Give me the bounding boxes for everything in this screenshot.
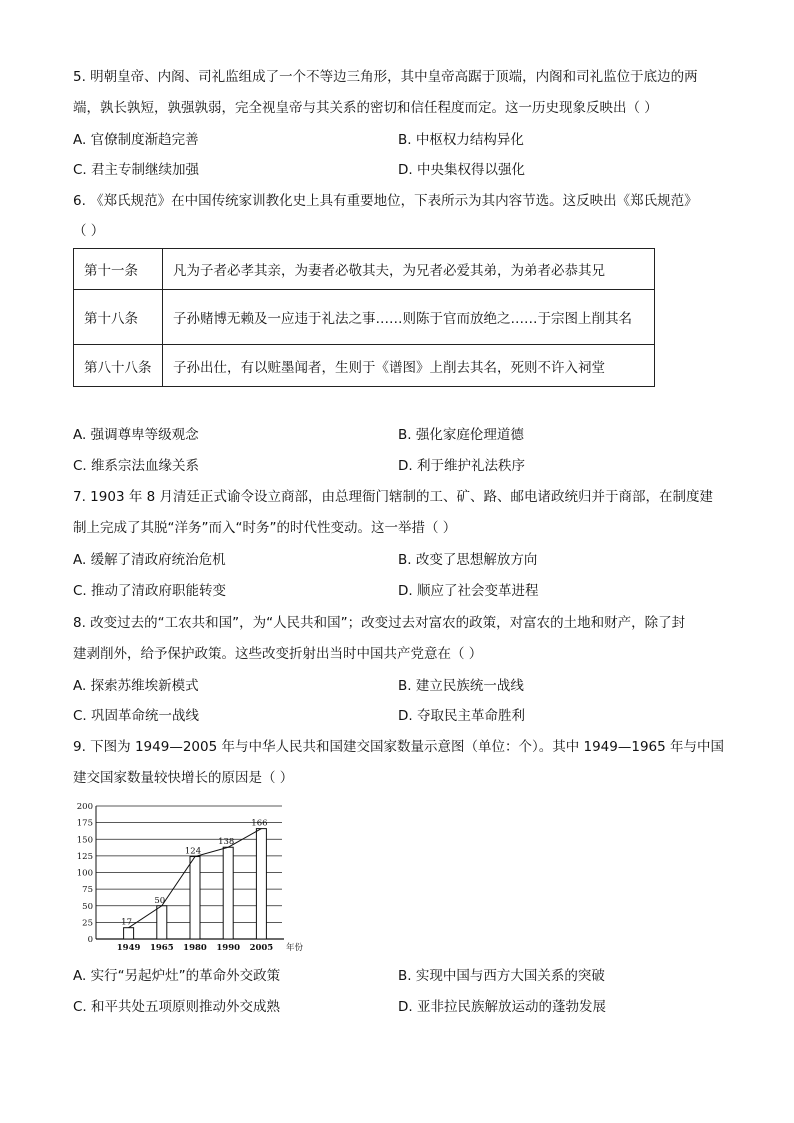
table-cell: 第十八条 <box>74 290 163 345</box>
q6-stem-line2: （ ） <box>73 223 105 239</box>
q9-option-b: B. 实现中国与西方大国关系的突破 <box>398 968 605 984</box>
q5-stem-line1: 5. 明朝皇帝、内阁、司礼监组成了一个不等边三角形，其中皇帝高踞于顶端，内阁和司礼监位于底边的两 <box>73 69 698 85</box>
bar-value-label: 138 <box>218 837 235 848</box>
bar-value-label: 50 <box>154 895 166 906</box>
q6-table <box>73 248 655 387</box>
table-cell: 凡为子者必孝其亲，为妻者必敬其夫，为兄者必爱其弟，为弟者必恭其兄 <box>163 249 655 290</box>
bar-value-label: 166 <box>251 818 268 829</box>
x-tick-label: 2005 <box>249 943 274 953</box>
q9-option-d: D. 亚非拉民族解放运动的蓬勃发展 <box>398 999 606 1015</box>
q5-option-a: A. 官僚制度渐趋完善 <box>73 132 199 148</box>
q6-option-d: D. 利于维护礼法秩序 <box>398 458 525 474</box>
bar <box>190 857 200 939</box>
diplomacy-bar-chart <box>60 798 320 958</box>
x-tick-label: 1965 <box>149 943 174 953</box>
q5-option-d: D. 中央集权得以强化 <box>398 162 525 178</box>
q8-stem-line2: 建剥削外，给予保护政策。这些改变折射出当时中国共产党意在（ ） <box>73 646 483 662</box>
q5-option-b: B. 中枢权力结构异化 <box>398 132 524 148</box>
x-tick-label: 1949 <box>116 943 141 953</box>
table-row <box>74 249 655 290</box>
bar-value-label: 17 <box>121 917 133 928</box>
q7-option-b: B. 改变了思想解放方向 <box>398 552 538 568</box>
x-axis-label: 年份 <box>286 943 304 953</box>
bar <box>223 847 233 939</box>
q9-option-c: C. 和平共处五项原则推动外交成熟 <box>73 999 281 1015</box>
y-tick-label: 125 <box>76 851 93 862</box>
q6-stem-line1: 6. 《郑氏规范》在中国传统家训教化史上具有重要地位，下表所示为其内容节选。这反映出《郑氏规范》 <box>73 193 698 209</box>
y-tick-label: 100 <box>76 868 93 879</box>
q9-option-a: A. 实行“另起炉灶”的革命外交政策 <box>73 968 281 984</box>
table-row <box>74 290 655 345</box>
y-tick-label: 25 <box>82 918 93 929</box>
y-tick-label: 75 <box>82 885 93 896</box>
q8-option-a: A. 探索苏维埃新模式 <box>73 678 199 694</box>
q8-option-b: B. 建立民族统一战线 <box>398 678 524 694</box>
q7-option-a: A. 缓解了清政府统治危机 <box>73 552 226 568</box>
x-tick-label: 1980 <box>183 943 207 953</box>
y-tick-label: 175 <box>76 818 93 829</box>
q9-stem-line2: 建交国家数量较快增长的原因是（ ） <box>73 770 294 786</box>
table-cell: 子孙出仕，有以赃墨闻者，生则于《谱图》上削去其名，死则不许入祠堂 <box>163 345 655 387</box>
q8-stem-line1: 8. 改变过去的“工农共和国”，为“人民共和国”；改变过去对富农的政策，对富农的土地和财产，除了封 <box>73 615 686 631</box>
y-tick-label: 200 <box>76 802 93 812</box>
table-row <box>74 345 655 387</box>
bar-value-label: 124 <box>184 846 202 857</box>
q6-option-a: A. 强调尊卑等级观念 <box>73 427 199 443</box>
table-cell: 第十一条 <box>74 249 163 290</box>
y-tick-label: 50 <box>82 901 93 912</box>
q5-stem-line2: 端，孰长孰短，孰强孰弱，完全视皇帝与其关系的密切和信任程度而定。这一历史现象反映出（ ） <box>73 100 658 116</box>
bar <box>157 906 167 939</box>
q7-stem-line1: 7. 1903 年 8 月清廷正式谕令设立商部，由总理衙门辖制的工、矿、路、邮电诸政统归并于商部，在制度建 <box>73 489 713 505</box>
bar <box>124 928 134 939</box>
q9-stem-line1: 9. 下图为 1949—2005 年与中华人民共和国建交国家数量示意图（单位：个）。其中 1949—1965 年与中国 <box>73 739 725 755</box>
q5-option-c: C. 君主专制继续加强 <box>73 162 200 178</box>
q8-option-d: D. 夺取民主革命胜利 <box>398 708 525 724</box>
y-tick-label: 0 <box>87 935 93 945</box>
q7-option-c: C. 推动了清政府职能转变 <box>73 583 227 599</box>
q6-option-c: C. 维系宗法血缘关系 <box>73 458 200 474</box>
q7-stem-line2: 制上完成了其脱“洋务”而入“时务”的时代性变动。这一举措（ ） <box>73 520 457 536</box>
q7-option-d: D. 顺应了社会变革进程 <box>398 583 539 599</box>
q8-option-c: C. 巩固革命统一战线 <box>73 708 200 724</box>
bar <box>256 829 266 939</box>
table-cell: 子孙赌博无赖及一应违于礼法之事……则陈于官而放绝之……于宗图上削其名 <box>163 290 655 345</box>
x-tick-label: 1990 <box>216 943 241 953</box>
table-cell: 第八十八条 <box>74 345 163 387</box>
y-tick-label: 150 <box>76 835 93 846</box>
q6-option-b: B. 强化家庭伦理道德 <box>398 427 524 443</box>
